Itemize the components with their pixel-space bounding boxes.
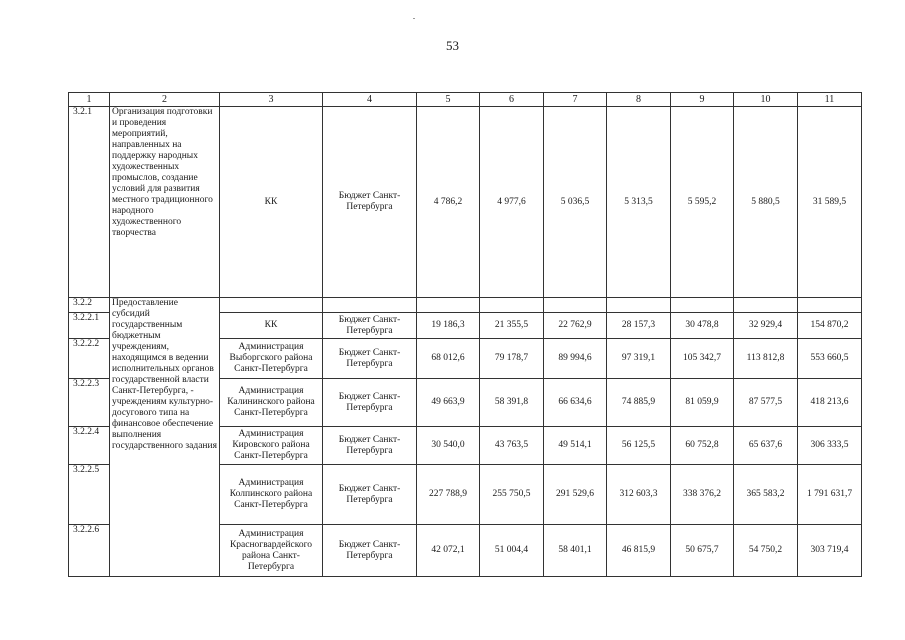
value-cell: 303 719,4 <box>798 525 862 577</box>
value-cell: 154 870,2 <box>798 313 862 339</box>
page-number: 53 <box>446 38 459 53</box>
value-cell: 49 663,9 <box>417 379 480 427</box>
executor-cell: КК <box>220 107 323 298</box>
value-cell: 42 072,1 <box>417 525 480 577</box>
funding-source-cell: Бюджет Санкт-Петербурга <box>323 465 417 525</box>
value-cell: 255 750,5 <box>480 465 544 525</box>
value-cell: 312 603,3 <box>607 465 671 525</box>
value-cell: 46 815,9 <box>607 525 671 577</box>
row-number: 3.2.1 <box>69 107 110 298</box>
column-header: 5 <box>417 93 480 107</box>
row-number: 3.2.2.6 <box>69 525 110 577</box>
column-header: 3 <box>220 93 323 107</box>
value-cell: 68 012,6 <box>417 339 480 379</box>
value-cell: 30 540,0 <box>417 427 480 465</box>
funding-source-cell: Бюджет Санкт-Петербурга <box>323 339 417 379</box>
value-cell: 58 401,1 <box>544 525 607 577</box>
column-header: 1 <box>69 93 110 107</box>
executor-cell: Администрация Выборгского района Санкт-Петербурга <box>220 339 323 379</box>
value-cell: 5 313,5 <box>607 107 671 298</box>
value-cell: 79 178,7 <box>480 339 544 379</box>
value-cell: 81 059,9 <box>671 379 734 427</box>
value-cell: 113 812,8 <box>734 339 798 379</box>
column-header: 11 <box>798 93 862 107</box>
value-cell: 4 977,6 <box>480 107 544 298</box>
value-cell: 32 929,4 <box>734 313 798 339</box>
executor-cell: Администрация Кировского района Санкт-Петербурга <box>220 427 323 465</box>
funding-source-cell: Бюджет Санкт-Петербурга <box>323 525 417 577</box>
value-cell: 89 994,6 <box>544 339 607 379</box>
scan-speck <box>413 18 415 19</box>
value-cell: 43 763,5 <box>480 427 544 465</box>
value-cell: 49 514,1 <box>544 427 607 465</box>
executor-cell: КК <box>220 313 323 339</box>
value-cell: 365 583,2 <box>734 465 798 525</box>
value-cell: 50 675,7 <box>671 525 734 577</box>
value-cell: 28 157,3 <box>607 313 671 339</box>
value-cell: 65 637,6 <box>734 427 798 465</box>
value-cell: 60 752,8 <box>671 427 734 465</box>
value-cell: 31 589,5 <box>798 107 862 298</box>
value-cell: 74 885,9 <box>607 379 671 427</box>
value-cell: 338 376,2 <box>671 465 734 525</box>
column-header: 9 <box>671 93 734 107</box>
budget-table <box>68 92 862 577</box>
table-row <box>69 298 862 313</box>
value-cell: 54 750,2 <box>734 525 798 577</box>
executor-cell: Администрация Калининского района Санкт-Петербурга <box>220 379 323 427</box>
value-cell: 51 004,4 <box>480 525 544 577</box>
value-cell: 21 355,5 <box>480 313 544 339</box>
value-cell: 56 125,5 <box>607 427 671 465</box>
row-number: 3.2.2.2 <box>69 339 110 379</box>
row-number: 3.2.2.4 <box>69 427 110 465</box>
funding-source-cell: Бюджет Санкт-Петербурга <box>323 379 417 427</box>
value-cell: 1 791 631,7 <box>798 465 862 525</box>
row-number: 3.2.2.3 <box>69 379 110 427</box>
column-header: 4 <box>323 93 417 107</box>
value-cell: 19 186,3 <box>417 313 480 339</box>
funding-source-cell: Бюджет Санкт-Петербурга <box>323 427 417 465</box>
value-cell: 306 333,5 <box>798 427 862 465</box>
row-number: 3.2.2.5 <box>69 465 110 525</box>
value-cell: 66 634,6 <box>544 379 607 427</box>
value-cell: 5 036,5 <box>544 107 607 298</box>
value-cell: 58 391,8 <box>480 379 544 427</box>
value-cell: 30 478,8 <box>671 313 734 339</box>
column-header: 7 <box>544 93 607 107</box>
executor-cell: Администрация Красногвардейского района Санкт-Петербурга <box>220 525 323 577</box>
value-cell: 5 880,5 <box>734 107 798 298</box>
measure-name: Организация подготовки и проведения мероприятий, направленных на поддержку народных художественных промыслов, создание условий для развития местного традиционного народного художественного творчества <box>110 107 220 298</box>
funding-source-cell: Бюджет Санкт-Петербурга <box>323 107 417 298</box>
value-cell: 418 213,6 <box>798 379 862 427</box>
measure-name: Предоставление субсидий государственным бюджетным учреждениям, находящимся в ведении исполнительных органов государственной власти Санкт-Петербурга, - учреждениям культурно-досугового типа на финансовое обеспечение выполнения государственного задания <box>110 298 220 577</box>
row-number: 3.2.2.1 <box>69 313 110 339</box>
table-row <box>69 107 862 298</box>
column-header: 6 <box>480 93 544 107</box>
executor-cell: Администрация Колпинского района Санкт-Петербурга <box>220 465 323 525</box>
value-cell: 5 595,2 <box>671 107 734 298</box>
funding-source-cell: Бюджет Санкт-Петербурга <box>323 313 417 339</box>
header-row <box>69 93 862 107</box>
value-cell: 291 529,6 <box>544 465 607 525</box>
value-cell: 105 342,7 <box>671 339 734 379</box>
value-cell: 22 762,9 <box>544 313 607 339</box>
value-cell: 553 660,5 <box>798 339 862 379</box>
column-header: 10 <box>734 93 798 107</box>
value-cell: 4 786,2 <box>417 107 480 298</box>
column-header: 2 <box>110 93 220 107</box>
value-cell: 87 577,5 <box>734 379 798 427</box>
value-cell: 227 788,9 <box>417 465 480 525</box>
column-header: 8 <box>607 93 671 107</box>
value-cell: 97 319,1 <box>607 339 671 379</box>
row-number: 3.2.2 <box>69 298 110 313</box>
